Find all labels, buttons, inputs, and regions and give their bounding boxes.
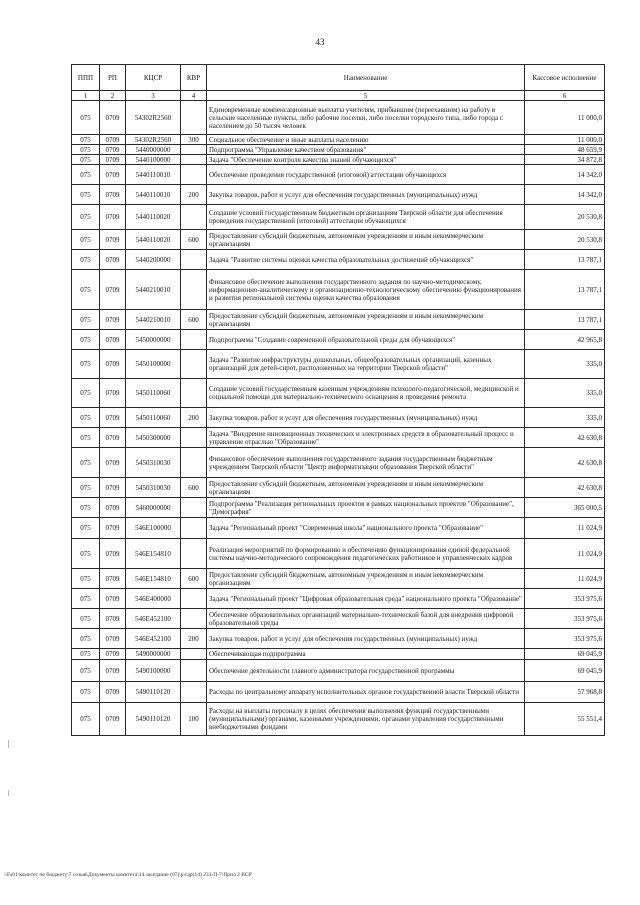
- cell-ppp: 075: [72, 478, 100, 498]
- cell-ppp: 075: [72, 518, 100, 539]
- cell-kvr: 200: [181, 629, 207, 649]
- table-row: [72, 230, 605, 250]
- table-row: [72, 379, 605, 408]
- cell-amount: 365 000,5: [525, 498, 605, 518]
- table-header-row: [72, 65, 605, 91]
- cell-kcsr: 5490110120: [126, 682, 181, 703]
- cell-kvr: [181, 350, 207, 379]
- cell-rp: 0709: [100, 478, 126, 498]
- cell-kcsr: 5440000000: [126, 145, 181, 155]
- cell-kcsr: 5490000000: [126, 649, 181, 660]
- cell-ppp: 075: [72, 145, 100, 155]
- cell-kvr: [181, 270, 207, 310]
- cell-ppp: 075: [72, 270, 100, 310]
- cell-rp: 0709: [100, 589, 126, 609]
- cell-kvr: 600: [181, 230, 207, 250]
- table-row: [72, 135, 605, 145]
- cell-rp: 0709: [100, 682, 126, 703]
- cell-name: Подпрограмма "Создание современной образовательной среды для обучающихся": [207, 330, 525, 350]
- cell-amount: 11 024,9: [525, 518, 605, 539]
- col-header-ppp: ППП: [72, 65, 100, 91]
- cell-name: Задача "Региональный проект "Современная школа" национального проекта "Образование": [207, 518, 525, 539]
- cell-kcsr: 54302R2560: [126, 101, 181, 135]
- cell-name: Обеспечение образовательных организаций материально-технической базой для внедрения цифровой образовательной среды: [207, 609, 525, 629]
- cell-name: Обеспечивающая подпрограмма: [207, 649, 525, 660]
- cell-ppp: 075: [72, 660, 100, 682]
- cell-name: Единовременные компенсационные выплаты учителям, прибывшим (переехавшим) на работу в сельские населенные пункты, либо рабочие поселки, либо поселки городского типа, либо города с населением до 50 тысяч человек: [207, 101, 525, 135]
- cell-name: Задача "Региональный проект "Цифровая образовательная среда" национального проекта "Образование": [207, 589, 525, 609]
- cell-name: Социальное обеспечение и иные выплаты населению: [207, 135, 525, 145]
- col-header-kcsr: КЦСР: [126, 65, 181, 91]
- cell-ppp: 075: [72, 408, 100, 428]
- table-row: [72, 310, 605, 330]
- cell-rp: 0709: [100, 660, 126, 682]
- cell-amount: 34 872,8: [525, 155, 605, 165]
- cell-amount: 20 530,8: [525, 230, 605, 250]
- cell-amount: 42 965,8: [525, 330, 605, 350]
- cell-kcsr: 54302R2560: [126, 135, 181, 145]
- table-row: [72, 448, 605, 478]
- cell-kcsr: 5440110020: [126, 205, 181, 230]
- cell-name: Задача "Развитие системы оценки качества образовательных достижений обучающихся": [207, 250, 525, 270]
- cell-kvr: [181, 330, 207, 350]
- cell-ppp: 075: [72, 589, 100, 609]
- cell-rp: 0709: [100, 205, 126, 230]
- cell-kvr: [181, 165, 207, 185]
- cell-name: Предоставление субсидий бюджетным, автономным учреждениям и иным некоммерческим организациям: [207, 230, 525, 250]
- cell-kvr: [181, 539, 207, 569]
- cell-name: Задача "Внедрение инновационных технических и электронных средств в образовательный процесс и управление отраслью "Образование": [207, 428, 525, 448]
- cell-kvr: [181, 145, 207, 155]
- cell-name: Предоставление субсидий бюджетным, автономным учреждениям и иным некоммерческим организациям: [207, 478, 525, 498]
- cell-ppp: 075: [72, 350, 100, 379]
- cell-ppp: 075: [72, 250, 100, 270]
- cell-name: Задача "Обеспечение контроля качества знаний обучающихся": [207, 155, 525, 165]
- table-body: [72, 101, 605, 736]
- cell-name: Обеспечение деятельности главного администратора государственной программы: [207, 660, 525, 682]
- cell-kvr: [181, 609, 207, 629]
- col-number: 1: [72, 91, 100, 101]
- table-row: [72, 498, 605, 518]
- cell-kvr: 100: [181, 703, 207, 736]
- cell-amount: 11 024,9: [525, 539, 605, 569]
- cell-amount: 13 787,1: [525, 270, 605, 310]
- cell-name: Финансовое обеспечение выполнения государственного задания государственным бюджетным учреждением Тверской области "Центр информатизации образования Тверской области": [207, 448, 525, 478]
- cell-amount: 13 787,1: [525, 250, 605, 270]
- table-row: [72, 569, 605, 589]
- cell-kvr: 200: [181, 185, 207, 205]
- cell-amount: 14 342,0: [525, 165, 605, 185]
- cell-name: Расходы по центральному аппарату исполнительных органов государственной власти Тверской области: [207, 682, 525, 703]
- table-row: [72, 250, 605, 270]
- cell-ppp: 075: [72, 703, 100, 736]
- cell-ppp: 075: [72, 330, 100, 350]
- cell-amount: 14 342,0: [525, 185, 605, 205]
- table-row: [72, 330, 605, 350]
- cell-rp: 0709: [100, 569, 126, 589]
- cell-name: Предоставление субсидий бюджетным, автономным учреждениям и иным некоммерческим организациям: [207, 569, 525, 589]
- cell-kvr: 200: [181, 408, 207, 428]
- table-row: [72, 270, 605, 310]
- col-header-kvr: КВР: [181, 65, 207, 91]
- cell-kcsr: 546E452100: [126, 629, 181, 649]
- margin-mark: [8, 740, 9, 748]
- cell-rp: 0709: [100, 448, 126, 478]
- cell-name: Подпрограмма "Реализация региональных проектов в рамках национальных проектов "Образование", "Демография": [207, 498, 525, 518]
- cell-amount: 69 045,9: [525, 660, 605, 682]
- table-row: [72, 682, 605, 703]
- cell-ppp: 075: [72, 682, 100, 703]
- page-number: 43: [315, 37, 325, 47]
- cell-ppp: 075: [72, 428, 100, 448]
- cell-amount: 353 975,6: [525, 589, 605, 609]
- cell-kvr: [181, 448, 207, 478]
- cell-amount: 335,0: [525, 408, 605, 428]
- cell-kvr: [181, 518, 207, 539]
- cell-rp: 0709: [100, 408, 126, 428]
- cell-name: Расходы на выплаты персоналу в целях обеспечения выполнения функций государственными (муниципальными) органами, казенными учреждениями, органами управления государственными внебюджетными фондами: [207, 703, 525, 736]
- cell-kcsr: 5450300000: [126, 428, 181, 448]
- cell-kcsr: 546E154810: [126, 569, 181, 589]
- cell-kcsr: 5440110010: [126, 185, 181, 205]
- cell-ppp: 075: [72, 230, 100, 250]
- cell-rp: 0709: [100, 101, 126, 135]
- cell-kvr: 600: [181, 569, 207, 589]
- table-row: [72, 350, 605, 379]
- table-row: [72, 101, 605, 135]
- cell-rp: 0709: [100, 230, 126, 250]
- col-number: 2: [100, 91, 126, 101]
- cell-rp: 0709: [100, 350, 126, 379]
- table-row: [72, 155, 605, 165]
- cell-rp: 0709: [100, 165, 126, 185]
- cell-rp: 0709: [100, 270, 126, 310]
- table-row: [72, 408, 605, 428]
- table-row: [72, 145, 605, 155]
- table-row: [72, 703, 605, 736]
- cell-name: Закупка товаров, работ и услуг для обеспечения государственных (муниципальных) нужд: [207, 185, 525, 205]
- cell-rp: 0709: [100, 155, 126, 165]
- cell-kvr: [181, 155, 207, 165]
- cell-kcsr: 5440110020: [126, 230, 181, 250]
- cell-amount: 353 975,6: [525, 629, 605, 649]
- cell-amount: 335,0: [525, 379, 605, 408]
- cell-amount: 48 659,9: [525, 145, 605, 155]
- cell-kcsr: 5450310030: [126, 448, 181, 478]
- col-number: 6: [525, 91, 605, 101]
- table-row: [72, 165, 605, 185]
- cell-kcsr: 546E100000: [126, 518, 181, 539]
- cell-kvr: [181, 428, 207, 448]
- cell-rp: 0709: [100, 629, 126, 649]
- cell-name: Обеспечение проведения государственной (итоговой) аттестации обучающихся: [207, 165, 525, 185]
- cell-amount: 335,0: [525, 350, 605, 379]
- cell-kcsr: 546E154810: [126, 539, 181, 569]
- table-row: [72, 185, 605, 205]
- table-row: [72, 428, 605, 448]
- cell-rp: 0709: [100, 498, 126, 518]
- cell-amount: 20 530,8: [525, 205, 605, 230]
- cell-rp: 0709: [100, 145, 126, 155]
- cell-amount: 69 045,9: [525, 649, 605, 660]
- cell-kcsr: 5440110010: [126, 165, 181, 185]
- col-header-amount: Кассовое исполнение: [525, 65, 605, 91]
- cell-kcsr: 5450000000: [126, 330, 181, 350]
- cell-name: Закупка товаров, работ и услуг для обеспечения государственных (муниципальных) нужд: [207, 408, 525, 428]
- col-number: 4: [181, 91, 207, 101]
- cell-amount: 11 024,9: [525, 569, 605, 589]
- cell-rp: 0709: [100, 609, 126, 629]
- cell-kcsr: 5450110060: [126, 408, 181, 428]
- cell-name: Создание условий государственным казенным учреждениям психолого-педагогической, медицинской и социальной помощи для материально-технического оснащения и проведения ремонта: [207, 379, 525, 408]
- cell-ppp: 075: [72, 155, 100, 165]
- budget-execution-table: [71, 64, 605, 736]
- cell-amount: 42 630,8: [525, 478, 605, 498]
- cell-ppp: 075: [72, 310, 100, 330]
- cell-ppp: 075: [72, 569, 100, 589]
- cell-kcsr: 5490100000: [126, 660, 181, 682]
- cell-kcsr: 5450310030: [126, 478, 181, 498]
- cell-kvr: [181, 205, 207, 230]
- cell-rp: 0709: [100, 330, 126, 350]
- cell-kvr: [181, 379, 207, 408]
- cell-name: Финансовое обеспечение выполнения государственного задания по научно-методическому, информационно-аналитическому и организационно-технологическому обеспечению функционирования и развития региональной системы оценки качества образования: [207, 270, 525, 310]
- cell-name: Подпрограмма "Управление качеством образования": [207, 145, 525, 155]
- margin-mark: [8, 790, 9, 796]
- table-row: [72, 609, 605, 629]
- cell-ppp: 075: [72, 379, 100, 408]
- cell-kvr: [181, 101, 207, 135]
- cell-amount: 13 787,1: [525, 310, 605, 330]
- column-number-row: [72, 91, 605, 101]
- cell-kcsr: 5450110060: [126, 379, 181, 408]
- cell-kvr: [181, 250, 207, 270]
- table-row: [72, 539, 605, 569]
- cell-ppp: 075: [72, 498, 100, 518]
- cell-kvr: [181, 660, 207, 682]
- cell-kcsr: 5490110120: [126, 703, 181, 736]
- cell-rp: 0709: [100, 379, 126, 408]
- col-number: 3: [126, 91, 181, 101]
- table-row: [72, 660, 605, 682]
- cell-ppp: 075: [72, 165, 100, 185]
- cell-kvr: [181, 498, 207, 518]
- cell-ppp: 075: [72, 135, 100, 145]
- cell-kcsr: 5440210010: [126, 310, 181, 330]
- col-header-name: Наименование: [207, 65, 525, 91]
- cell-rp: 0709: [100, 703, 126, 736]
- cell-kcsr: 546E400000: [126, 589, 181, 609]
- cell-ppp: 075: [72, 649, 100, 660]
- cell-amount: 57 968,8: [525, 682, 605, 703]
- cell-amount: 11 000,0: [525, 135, 605, 145]
- table-row: [72, 518, 605, 539]
- cell-kvr: 600: [181, 478, 207, 498]
- cell-kvr: 300: [181, 135, 207, 145]
- cell-kcsr: 5440200000: [126, 250, 181, 270]
- cell-rp: 0709: [100, 518, 126, 539]
- cell-rp: 0709: [100, 250, 126, 270]
- cell-ppp: 075: [72, 609, 100, 629]
- cell-name: Реализация мероприятий по формированию и обеспечению функционирования единой федеральной системы научно-методического сопровождения педагогических работников и управленческих кадров: [207, 539, 525, 569]
- cell-kcsr: 5440100000: [126, 155, 181, 165]
- cell-kvr: [181, 649, 207, 660]
- cell-ppp: 075: [72, 185, 100, 205]
- cell-kvr: [181, 589, 207, 609]
- cell-kcsr: 5440210010: [126, 270, 181, 310]
- cell-amount: 42 630,8: [525, 428, 605, 448]
- col-header-rp: РП: [100, 65, 126, 91]
- cell-rp: 0709: [100, 649, 126, 660]
- cell-rp: 0709: [100, 310, 126, 330]
- cell-rp: 0709: [100, 135, 126, 145]
- cell-kcsr: 5460000000: [126, 498, 181, 518]
- cell-name: Задача "Развитие инфраструктуры дошкольных, общеобразовательных организаций, казенных организаций для детей-сирот, расположенных на территории Тверской области": [207, 350, 525, 379]
- cell-ppp: 075: [72, 539, 100, 569]
- table-row: [72, 478, 605, 498]
- footer-file-path: \\Fs01\комитет по бюджету\7 созыв\Документы комитета\14 заседание (07)\р\гдр(14) 233-П-7\Прил 2 ВСР: [4, 872, 252, 878]
- cell-kvr: 600: [181, 310, 207, 330]
- cell-ppp: 075: [72, 101, 100, 135]
- table-row: [72, 649, 605, 660]
- cell-amount: 11 000,0: [525, 101, 605, 135]
- cell-kcsr: 546E452100: [126, 609, 181, 629]
- cell-kcsr: 5450100000: [126, 350, 181, 379]
- cell-name: Закупка товаров, работ и услуг для обеспечения государственных (муниципальных) нужд: [207, 629, 525, 649]
- table-row: [72, 205, 605, 230]
- table-row: [72, 589, 605, 609]
- cell-ppp: 075: [72, 205, 100, 230]
- cell-kvr: [181, 682, 207, 703]
- cell-name: Создание условий государственным бюджетным организациям Тверской области для обеспечения проведения государственной (итоговой) аттестации обучающихся: [207, 205, 525, 230]
- table-row: [72, 629, 605, 649]
- cell-rp: 0709: [100, 539, 126, 569]
- cell-rp: 0709: [100, 428, 126, 448]
- col-number: 5: [207, 91, 525, 101]
- cell-ppp: 075: [72, 448, 100, 478]
- cell-ppp: 075: [72, 629, 100, 649]
- cell-rp: 0709: [100, 185, 126, 205]
- cell-name: Предоставление субсидий бюджетным, автономным учреждениям и иным некоммерческим организациям: [207, 310, 525, 330]
- cell-amount: 42 630,8: [525, 448, 605, 478]
- cell-amount: 353 975,6: [525, 609, 605, 629]
- cell-amount: 55 551,4: [525, 703, 605, 736]
